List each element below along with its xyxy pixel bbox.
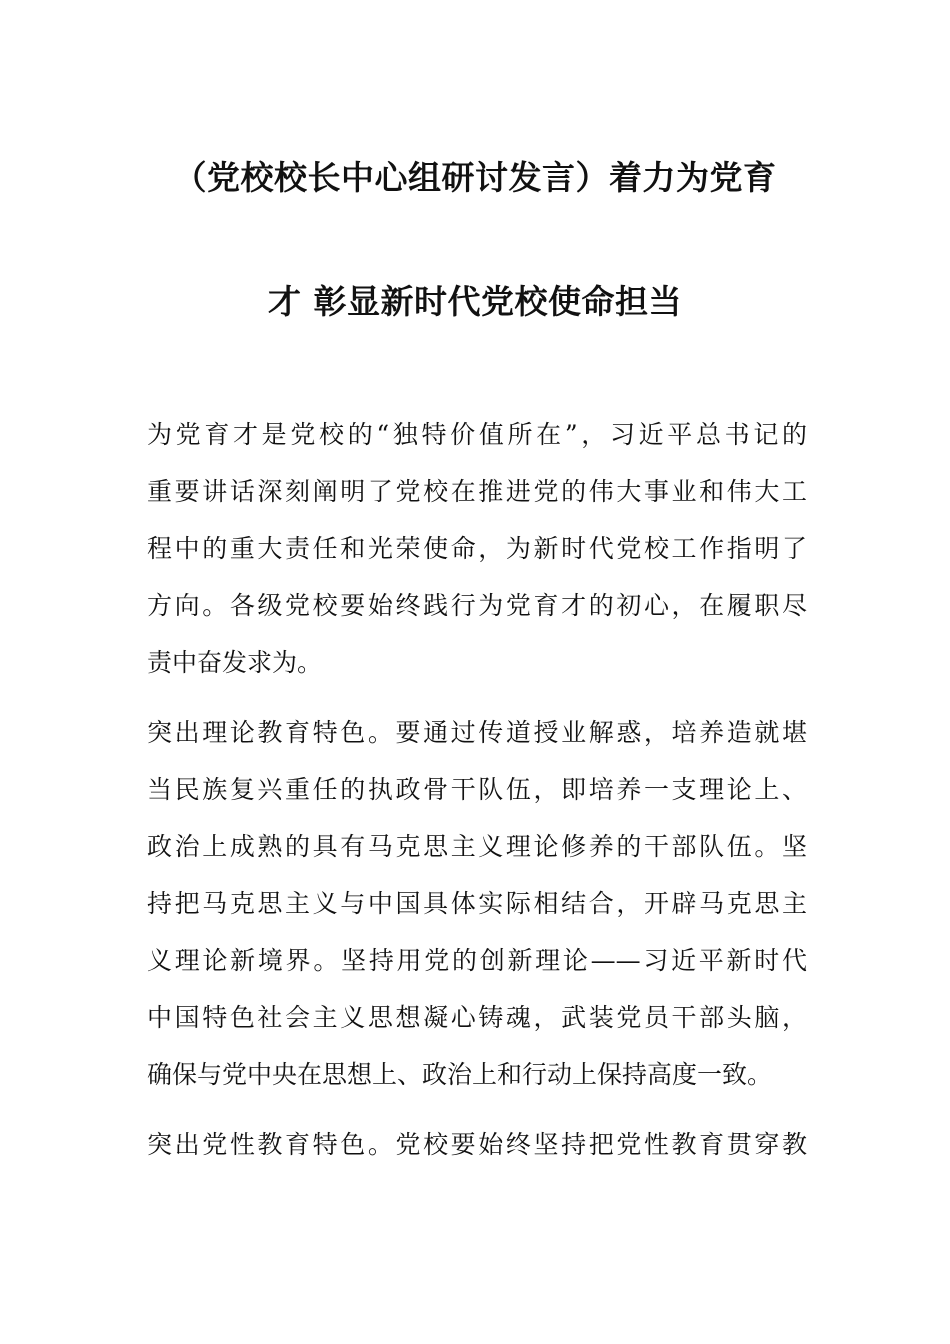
paragraph-line: 责中奋发求为。 [147, 648, 323, 677]
paragraph-line-text: 要通过传道授业解惑，培养造就堪 [395, 718, 807, 747]
paragraph-line [147, 1116, 807, 1173]
paragraph-lead-heading: 突出党性教育特色。 [147, 1130, 396, 1159]
paragraph-line: 义理论新境界。坚持用党的创新理论——习近平新时代 [147, 946, 807, 975]
paragraph-line: 程中的重大责任和光荣使命，为新时代党校工作指明了 [147, 534, 807, 563]
paragraph-line: 为党育才是党校的“独特价值所在”，习近平总书记的 [147, 420, 807, 449]
paragraph-line: 重要讲话深刻阐明了党校在推进党的伟大事业和伟大工 [147, 477, 807, 506]
paragraph-intro [147, 406, 807, 691]
paragraph-line [147, 704, 807, 761]
paragraph-line-text: 党校要始终坚持把党性教育贯穿教 [395, 1130, 807, 1159]
paragraph-line: 当民族复兴重任的执政骨干队伍，即培养一支理论上、 [147, 775, 807, 804]
document-title-line-2: 才 彰显新时代党校使命担当 [268, 282, 682, 321]
paragraph-theory-education [147, 704, 807, 1103]
document-title-line-1: （党校校长中心组研讨发言）着力为党育 [173, 158, 777, 197]
paragraph-line: 政治上成熟的具有马克思主义理论修养的干部队伍。坚 [147, 832, 807, 861]
paragraph-line: 方向。各级党校要始终践行为党育才的初心，在履职尽 [147, 591, 807, 620]
paragraph-line: 持把马克思主义与中国具体实际相结合，开辟马克思主 [147, 889, 807, 918]
paragraph-lead-heading: 突出理论教育特色。 [147, 718, 396, 747]
paragraph-line: 确保与党中央在思想上、政治上和行动上保持高度一致。 [147, 1060, 773, 1089]
paragraph-line: 中国特色社会主义思想凝心铸魂，武装党员干部头脑， [147, 1003, 807, 1032]
paragraph-party-spirit-education [147, 1116, 807, 1173]
